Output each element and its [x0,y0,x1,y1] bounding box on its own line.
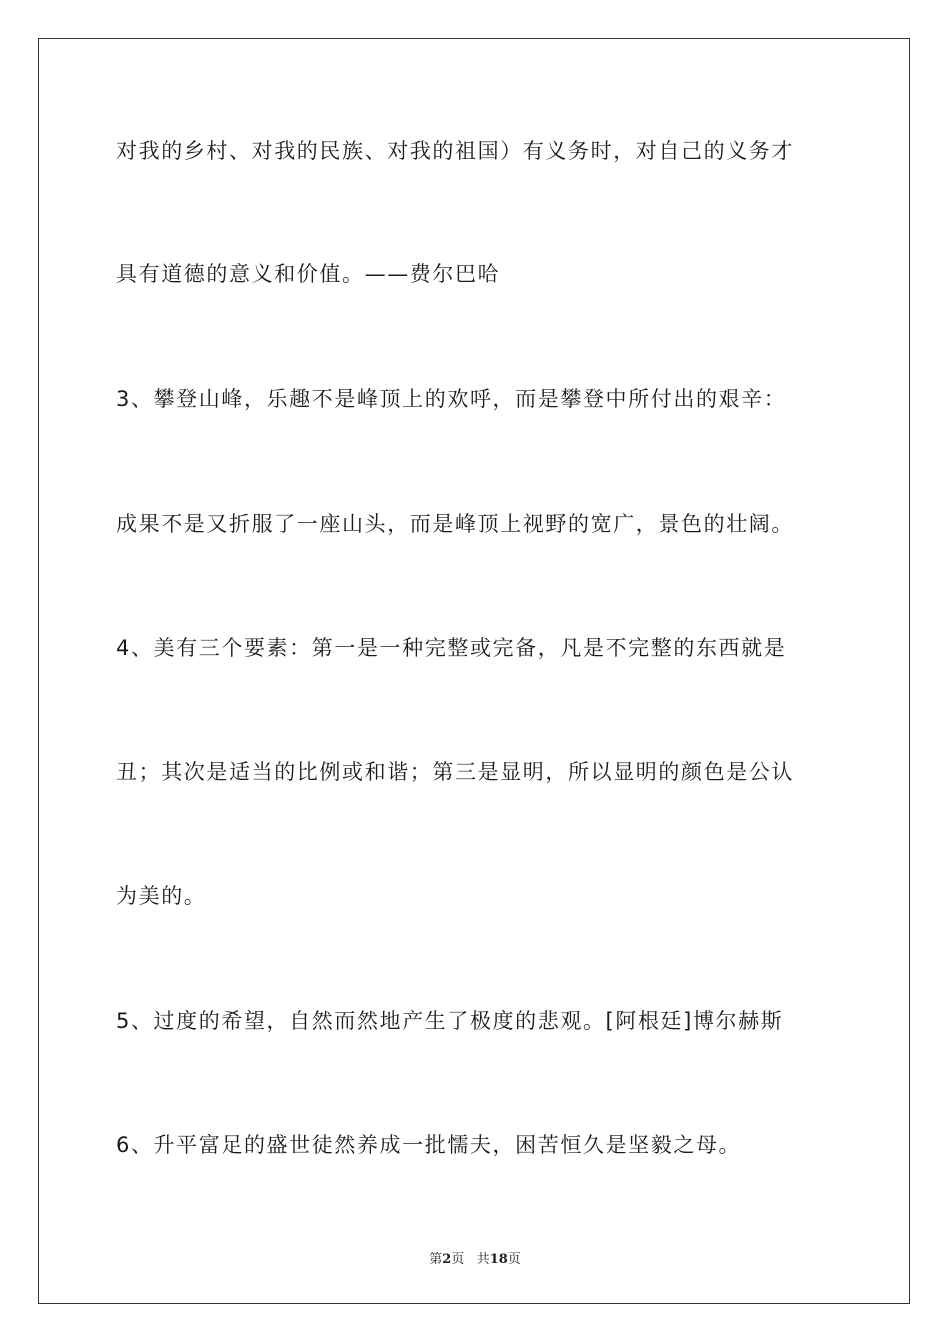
page-border [38,38,910,1304]
total-pages: 18 [489,1252,508,1267]
page-prefix: 第 [429,1252,443,1267]
text-line: 为美的。 [116,884,207,908]
page-suffix: 页 [451,1252,465,1267]
text-line: 5、过度的希望，自然而然地产生了极度的悲观。[阿根廷]博尔赫斯 [116,1009,784,1033]
page-number: 2 [442,1252,452,1267]
text-line: 对我的乡村、对我的民族、对我的祖国）有义务时，对自己的义务才 [116,139,794,163]
text-line: 3、攀登山峰，乐趣不是峰顶上的欢呼，而是攀登中所付出的艰辛： [116,387,787,411]
text-line: 具有道德的意义和价值。——费尔巴哈 [116,262,501,286]
total-prefix: 共 [476,1252,490,1267]
page-footer [0,1248,950,1267]
text-line: 成果不是又折服了一座山头，而是峰顶上视野的宽广，景色的壮阔。 [116,512,794,536]
text-line: 丑；其次是适当的比例或和谐；第三是显明，所以显明的颜色是公认 [116,760,794,784]
total-suffix: 页 [507,1252,521,1267]
text-line: 4、美有三个要素：第一是一种完整或完备，凡是不完整的东西就是 [116,636,787,660]
text-line: 6、升平富足的盛世徒然养成一批懦夫，困苦恒久是坚毅之母。 [116,1133,742,1157]
